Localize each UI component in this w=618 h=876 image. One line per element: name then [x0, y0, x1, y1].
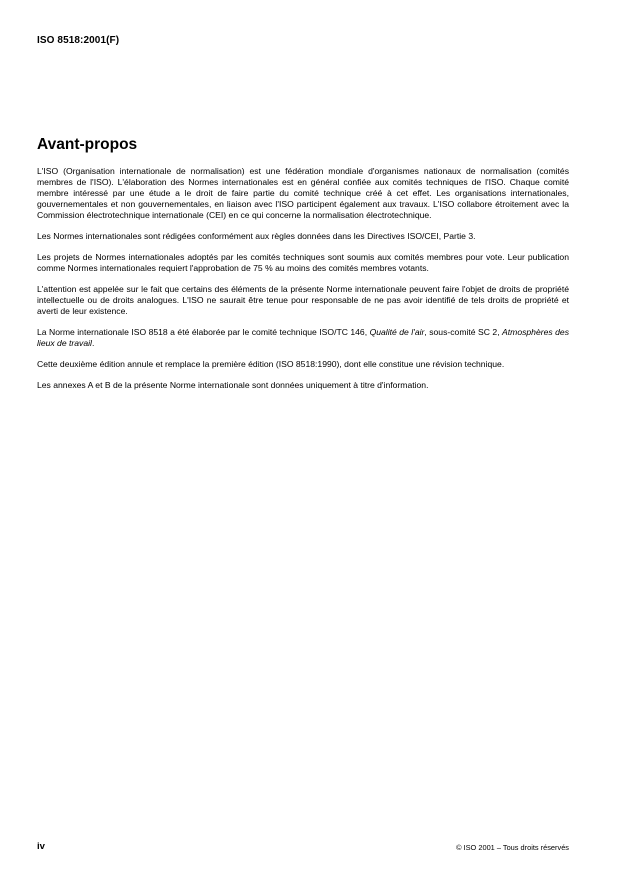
- paragraph-directives: Les Normes internationales sont rédigées conformément aux règles données dans les Directives ISO/CEI, Partie 3.: [37, 231, 476, 241]
- committee-name: Qualité de l'air: [369, 327, 425, 337]
- paragraph-annexes: Les annexes A et B de la présente Norme internationale sont données uniquement à titre d'information.: [37, 380, 429, 390]
- section-title: Avant-propos: [37, 136, 138, 153]
- committee-text-3: .: [91, 338, 95, 348]
- committee-text-2: , sous-comité SC 2,: [424, 327, 503, 337]
- paragraph-patent-rights: L'attention est appelée sur le fait que certains des éléments de la présente Norme internationale peuvent faire l'objet de droits de propriété intellectuelle ou de droits analogues. L'ISO ne saurait être tenue pour responsable de ne pas avoir identifié de tels droits de propriété et averti de leur existence.: [37, 284, 569, 316]
- paragraph-iso-organisation: L'ISO (Organisation internationale de normalisation) est une fédération mondiale d'organismes nationaux de normalisation (comités membres de l'ISO). L'élaboration des Normes internationales est en général confiée aux comités techniques de l'ISO. Chaque comité membre intéressé par une étude a le droit de faire partie du comité technique créé à cet effet. Les organisations internationales, gouvernementales et non gouvernementales, en liaison avec l'ISO participent également aux travaux. L'ISO collabore étroitement avec la Commission électrotechnique internationale (CEI) en ce qui concerne la normalisation électrotechnique.: [37, 166, 569, 220]
- paragraph-edition: Cette deuxième édition annule et remplace la première édition (ISO 8518:1990), dont elle constitue une révision technique.: [37, 359, 505, 369]
- committee-text-1: La Norme internationale ISO 8518 a été élaborée par le comité technique ISO/TC 146,: [37, 327, 370, 337]
- paragraph-committee: [37, 327, 569, 349]
- page-number: iv: [37, 841, 45, 852]
- paragraph-draft-standards: Les projets de Normes internationales adoptés par les comités techniques sont soumis aux comités membres pour vote. Leur publication comme Normes internationales requiert l'approbation de 75 % au moins des comités membres votants.: [37, 252, 569, 273]
- foreword-body: [37, 166, 569, 401]
- subcommittee-name: Atmosphères des lieux de travail: [37, 327, 569, 348]
- copyright-notice: © ISO 2001 – Tous droits réservés: [456, 843, 569, 852]
- document-id: ISO 8518:2001(F): [37, 35, 120, 46]
